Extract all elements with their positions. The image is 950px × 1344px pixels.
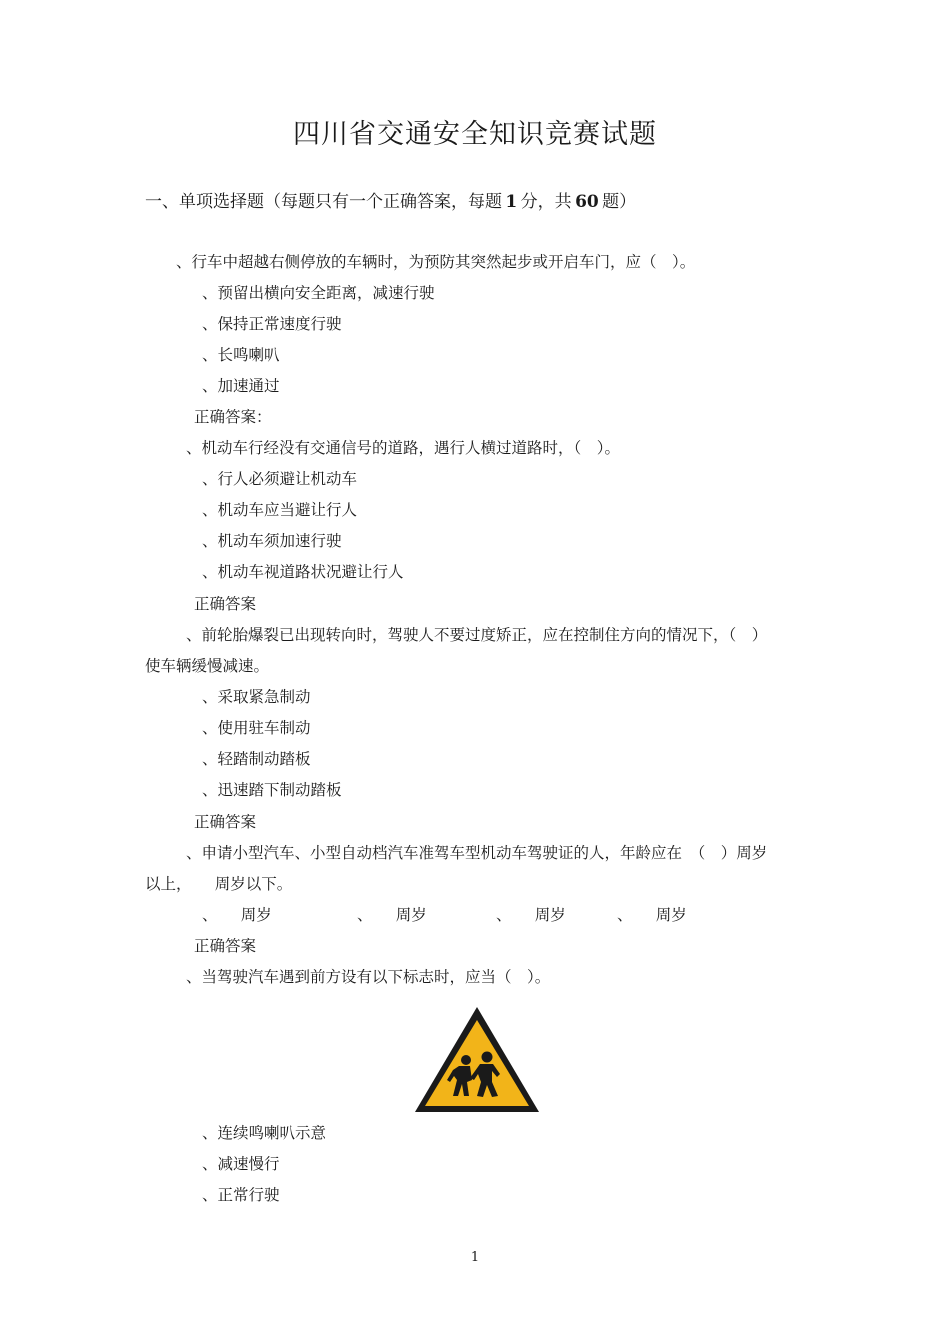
question-4-answer: 正确答案	[194, 937, 257, 955]
children-crossing-warning-sign-icon	[412, 1004, 542, 1116]
section-heading-suffix: 题）	[602, 192, 637, 212]
document-title: 四川省交通安全知识竞赛试题	[293, 119, 657, 150]
question-5: 、当驾驶汽车遇到前方设有以下标志时，应当（ ）。	[186, 968, 551, 986]
question-3-option-d: 、迅速踏下制动踏板	[202, 781, 342, 799]
question-1-option-c: 、长鸣喇叭	[202, 346, 280, 364]
page-number: 1	[470, 1250, 480, 1265]
question-2-answer: 正确答案	[194, 595, 257, 613]
question-3: 、前轮胎爆裂已出现转向时，驾驶人不要过度矫正，应在控制住方向的情况下，（ ）	[186, 626, 768, 644]
question-2-option-a: 、行人必须避让机动车	[202, 470, 358, 488]
question-4-continuation: 以上， 周岁以下。	[145, 875, 293, 893]
question-1: 、行车中超越右侧停放的车辆时，为预防其突然起步或开启车门，应（ ）。	[176, 253, 696, 271]
question-2-option-d: 、机动车视道路状况避让行人	[202, 563, 404, 581]
question-3-answer: 正确答案	[194, 813, 257, 831]
sign-yellow-field	[425, 1020, 529, 1106]
question-4: 、申请小型汽车、小型自动档汽车准驾车型机动车驾驶证的人，年龄应在 （ ）周岁	[186, 844, 768, 862]
section-count: 60	[575, 192, 599, 212]
question-2-option-c: 、机动车须加速行驶	[202, 532, 342, 550]
question-5-option-b: 、减速慢行	[202, 1155, 280, 1173]
question-5-option-c: 、正常行驶	[202, 1186, 280, 1204]
question-2: 、机动车行经没有交通信号的道路，遇行人横过道路时，（ ）。	[186, 439, 621, 457]
question-3-option-c: 、轻踏制动踏板	[202, 750, 311, 768]
question-3-continuation: 使车辆缓慢减速。	[145, 657, 270, 675]
question-4-option-a: 、 周岁	[202, 906, 272, 924]
question-4-option-b: 、 周岁	[357, 906, 427, 924]
section-score: 1	[505, 192, 518, 212]
question-4-option-c: 、 周岁	[496, 906, 566, 924]
question-2-option-b: 、机动车应当避让行人	[202, 501, 358, 519]
section-heading-middle: 分，共	[520, 192, 572, 212]
question-1-answer: 正确答案：	[194, 408, 272, 426]
section-heading	[145, 187, 636, 212]
question-4-option-d: 、 周岁	[617, 906, 687, 924]
question-1-option-b: 、保持正常速度行驶	[202, 315, 342, 333]
question-3-option-b: 、使用驻车制动	[202, 719, 311, 737]
question-1-option-a: 、预留出横向安全距离，减速行驶	[202, 284, 435, 302]
section-heading-prefix: 一、单项选择题（每题只有一个正确答案，每题	[145, 192, 502, 212]
question-3-option-a: 、采取紧急制动	[202, 688, 311, 706]
question-5-option-a: 、连续鸣喇叭示意	[202, 1124, 327, 1142]
question-1-option-d: 、加速通过	[202, 377, 280, 395]
